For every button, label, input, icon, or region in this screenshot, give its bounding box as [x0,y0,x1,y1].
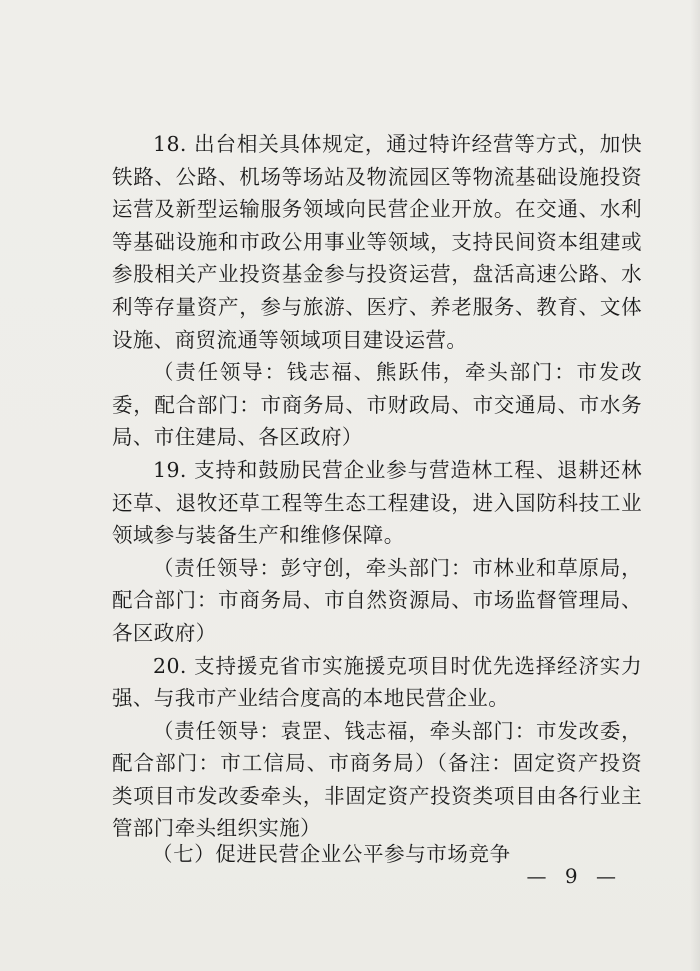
paragraph-responsibility-19: （责任领导：彭守创，牵头部门：市林业和草原局，配合部门：市商务局、市自然资源局、市场监督管理局、各区政府） [112,555,642,645]
page-edge-shadow [690,0,700,971]
page-number: — 9 — [526,864,622,888]
paragraph-responsibility-20: （责任领导：袁罡、钱志福，牵头部门：市发改委，配合部门：市工信局、市商务局）（备注：固定资产投资类项目市发改委牵头，非固定资产投资类项目由各行业主管部门牵头组织实施） [112,718,642,841]
document-body [112,128,642,845]
paragraph-item-18: 18. 出台相关具体规定，通过特许经营等方式，加快铁路、公路、机场等场站及物流园区等物流基础设施投资运营及新型运输服务领域向民营企业开放。在交通、水利等基础设施和市政公用事业等领域，支持民间资本组建或参股相关产业投资基金参与投资运营，盘活高速公路、水利等存量资产，参与旅游、医疗、养老服务、教育、文体设施、商贸流通等领域项目建设运营。 [112,132,642,352]
paragraph-item-20: 20. 支持援克省市实施援克项目时优先选择经济实力强、与我市产业结合度高的本地民营企业。 [112,653,642,711]
paragraph-responsibility-18: （责任领导：钱志福、熊跃伟，牵头部门：市发改委，配合部门：市商务局、市财政局、市交通局、市水务局、市住建局、各区政府） [112,360,642,450]
section-heading: （七）促进民营企业公平参与市场竞争 [152,842,511,866]
paragraph-item-19: 19. 支持和鼓励民营企业参与营造林工程、退耕还林还草、退牧还草工程等生态工程建设，进入国防科技工业领域参与装备生产和维修保障。 [112,457,642,548]
